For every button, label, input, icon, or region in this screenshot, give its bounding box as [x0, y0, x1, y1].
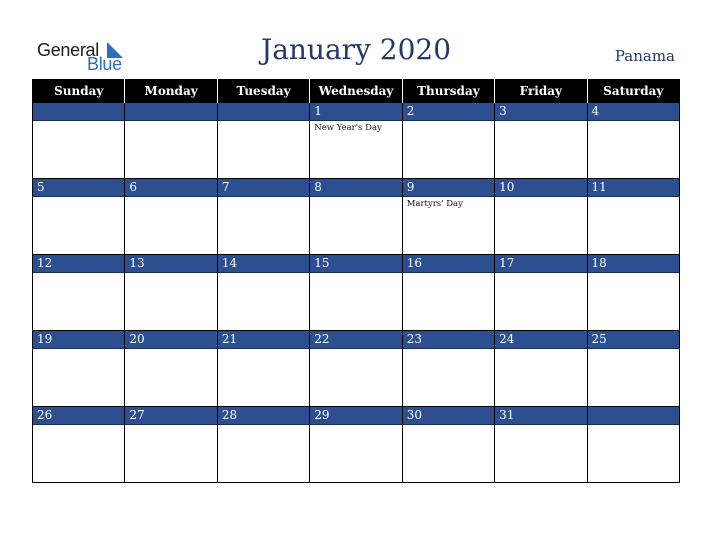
day-number: 19: [33, 331, 124, 349]
month-calendar: [32, 79, 680, 483]
day-cell: [125, 407, 217, 483]
day-number: [125, 103, 216, 121]
holiday-label: [588, 349, 679, 351]
day-number: 10: [495, 179, 586, 197]
day-cell: [217, 407, 309, 483]
holiday-label: [495, 273, 586, 275]
day-number: 24: [495, 331, 586, 349]
weekday-header: Monday: [125, 79, 217, 103]
day-number: 2: [403, 103, 494, 121]
day-cell: [125, 103, 217, 179]
day-cell: [33, 331, 125, 407]
day-cell: [495, 331, 587, 407]
holiday-label: [495, 349, 586, 351]
day-number: 27: [125, 407, 216, 425]
week-row: [33, 255, 680, 331]
day-cell: [310, 179, 402, 255]
day-cell: [217, 179, 309, 255]
holiday-label: [33, 349, 124, 351]
holiday-label: [403, 121, 494, 123]
holiday-label: [403, 425, 494, 427]
weekday-header: Sunday: [33, 79, 125, 103]
holiday-label: [310, 349, 401, 351]
day-cell: [310, 103, 402, 179]
holiday-label: [495, 121, 586, 123]
day-cell: [33, 407, 125, 483]
holiday-label: [218, 197, 309, 199]
day-number: 9: [403, 179, 494, 197]
day-number: 23: [403, 331, 494, 349]
holiday-label: [125, 273, 216, 275]
logo-word-general: General: [37, 40, 99, 60]
day-cell: [587, 103, 679, 179]
holiday-label: [33, 197, 124, 199]
day-cell: [217, 331, 309, 407]
holiday-label: [588, 273, 679, 275]
day-number: 28: [218, 407, 309, 425]
day-number: 21: [218, 331, 309, 349]
day-number: [218, 103, 309, 121]
day-cell: [310, 407, 402, 483]
holiday-label: [310, 197, 401, 199]
day-cell: [33, 255, 125, 331]
calendar-title: January 2020: [260, 33, 452, 66]
weekday-header: Thursday: [402, 79, 494, 103]
day-cell: [402, 407, 494, 483]
holiday-label: [33, 273, 124, 275]
day-number: 29: [310, 407, 401, 425]
holiday-label: [403, 273, 494, 275]
holiday-label: New Year's Day: [314, 123, 382, 133]
holiday-label: Martyrs' Day: [406, 199, 463, 209]
day-cell: [310, 255, 402, 331]
day-number: 22: [310, 331, 401, 349]
holiday-label: [588, 121, 679, 123]
weekday-header: Friday: [495, 79, 587, 103]
day-number: 5: [33, 179, 124, 197]
day-number: 15: [310, 255, 401, 273]
day-number: [33, 103, 124, 121]
day-number: 11: [588, 179, 679, 197]
country-label: Panama: [614, 47, 675, 65]
holiday-label: [125, 197, 216, 199]
day-number: 7: [218, 179, 309, 197]
day-number: [588, 407, 679, 425]
logo-word-blue: Blue: [87, 54, 122, 74]
day-cell: [495, 255, 587, 331]
week-row: [33, 331, 680, 407]
day-cell: [402, 179, 494, 255]
day-number: 25: [588, 331, 679, 349]
day-number: 18: [588, 255, 679, 273]
day-number: 1: [310, 103, 401, 121]
day-number: 16: [403, 255, 494, 273]
day-cell: [125, 255, 217, 331]
day-cell: [587, 331, 679, 407]
holiday-label: [33, 121, 124, 123]
day-cell: [402, 255, 494, 331]
weekday-header: Tuesday: [217, 79, 309, 103]
day-number: 13: [125, 255, 216, 273]
holiday-label: [125, 121, 216, 123]
day-number: 17: [495, 255, 586, 273]
weekday-header-row: [33, 79, 680, 103]
holiday-label: [403, 349, 494, 351]
holiday-label: [218, 349, 309, 351]
day-cell: [217, 103, 309, 179]
day-cell: [217, 255, 309, 331]
day-cell: [33, 179, 125, 255]
day-cell: [33, 103, 125, 179]
day-number: 20: [125, 331, 216, 349]
day-cell: [125, 179, 217, 255]
holiday-label: [218, 425, 309, 427]
day-number: 4: [588, 103, 679, 121]
holiday-label: [310, 425, 401, 427]
day-cell: [587, 407, 679, 483]
day-number: 3: [495, 103, 586, 121]
day-number: 30: [403, 407, 494, 425]
week-row: [33, 103, 680, 179]
day-cell: [125, 331, 217, 407]
day-cell: [495, 407, 587, 483]
holiday-label: [125, 349, 216, 351]
holiday-label: [588, 197, 679, 199]
day-number: 26: [33, 407, 124, 425]
day-cell: [495, 103, 587, 179]
day-cell: [402, 331, 494, 407]
day-number: 6: [125, 179, 216, 197]
holiday-label: [310, 273, 401, 275]
day-number: 31: [495, 407, 586, 425]
day-number: 12: [33, 255, 124, 273]
holiday-label: [33, 425, 124, 427]
weekday-header: Saturday: [587, 79, 679, 103]
holiday-label: [588, 425, 679, 427]
day-cell: [495, 179, 587, 255]
holiday-label: [218, 273, 309, 275]
day-cell: [310, 331, 402, 407]
holiday-label: [125, 425, 216, 427]
week-row: [33, 179, 680, 255]
holiday-label: [495, 197, 586, 199]
day-cell: [587, 255, 679, 331]
weekday-header: Wednesday: [310, 79, 402, 103]
week-row: [33, 407, 680, 483]
day-cell: [402, 103, 494, 179]
holiday-label: [218, 121, 309, 123]
day-number: 14: [218, 255, 309, 273]
holiday-label: [495, 425, 586, 427]
day-cell: [587, 179, 679, 255]
day-number: 8: [310, 179, 401, 197]
